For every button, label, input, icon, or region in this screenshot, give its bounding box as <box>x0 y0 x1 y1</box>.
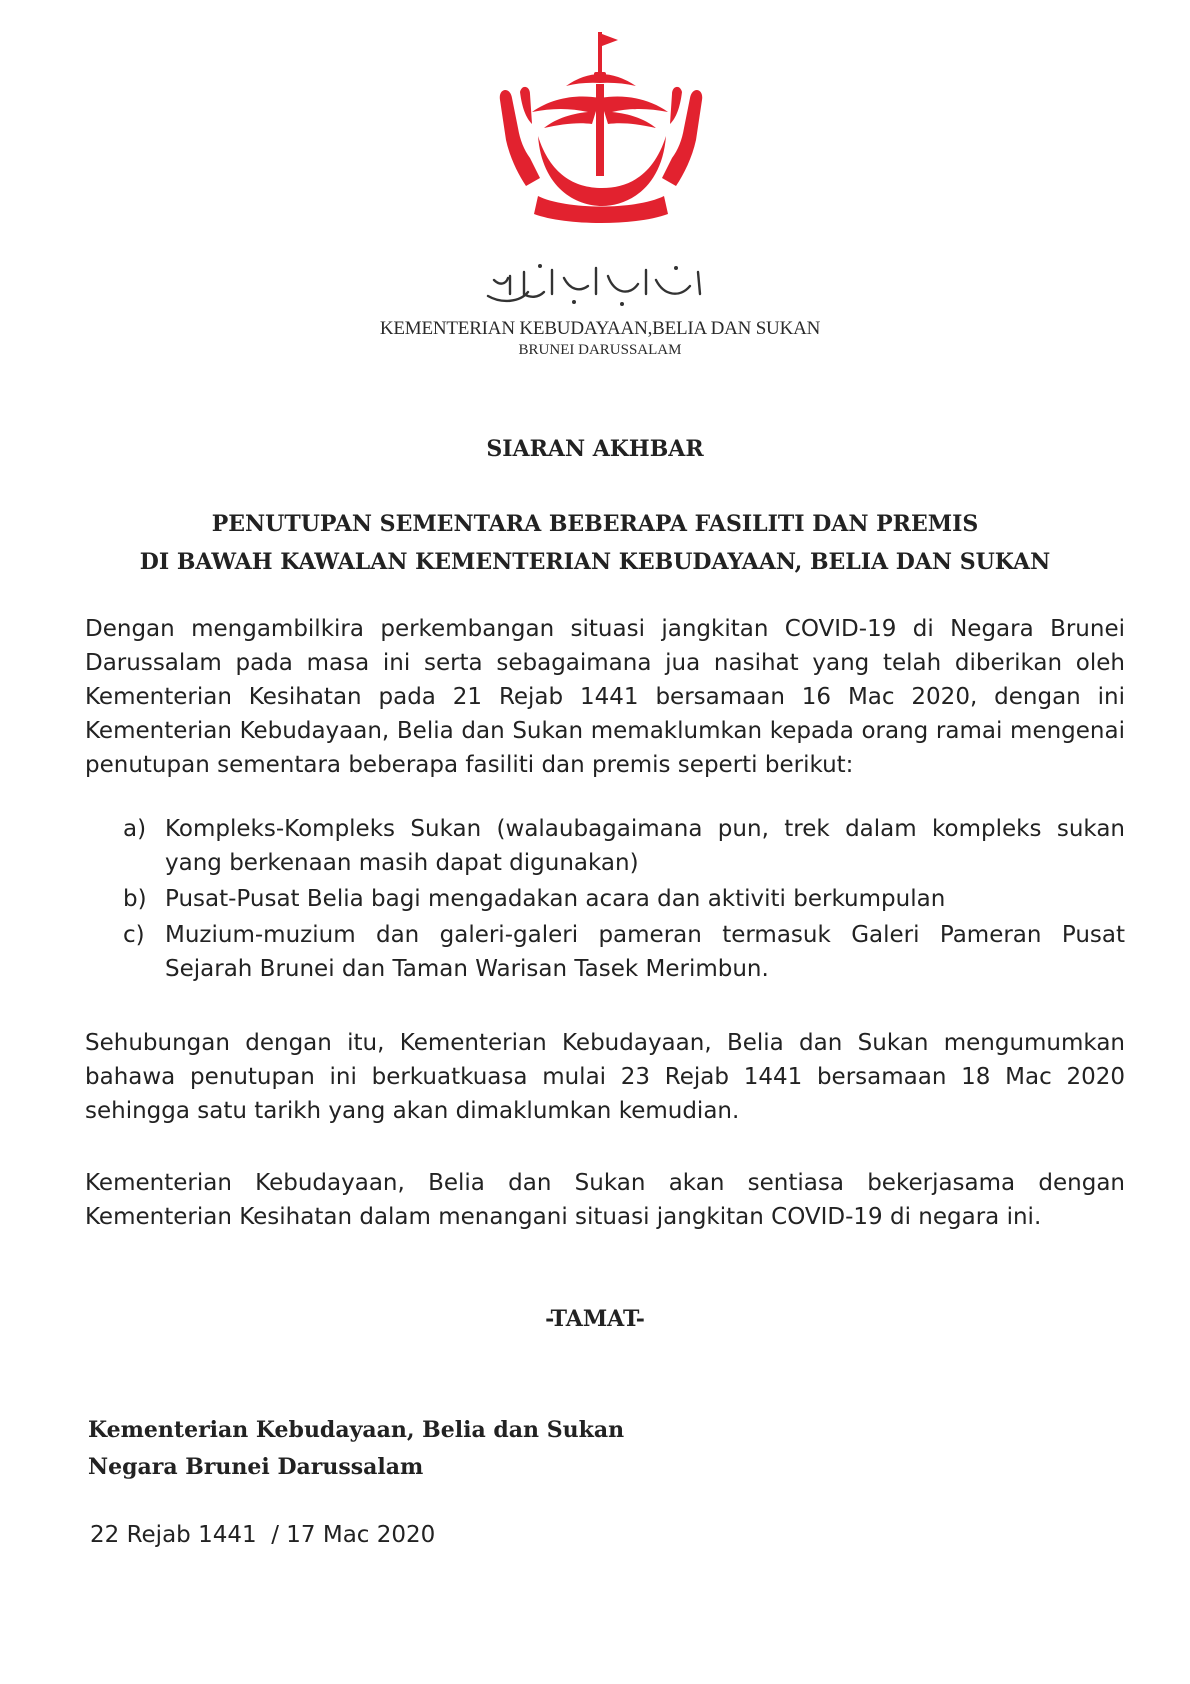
body-paragraph: Dengan mengambilkira perkembangan situasi jangkitan COVID-19 di Negara Brunei Darussalam pada masa ini serta sebagaimana jua nasihat yang telah diberikan oleh Kementerian Kesihatan pada 21 Rejab 1441 bersamaan 16 Mac 2020, dengan ini Kementerian Kebudayaan, Belia dan Sukan memaklumkan kepada orang ramai mengenai penutupan sementara beberapa fasiliti dan premis seperti berikut: <box>85 616 1125 778</box>
body-paragraph: Sehubungan dengan itu, Kementerian Kebudayaan, Belia dan Sukan mengumumkan bahawa penutupan ini berkuatkuasa mulai 23 Rejab 1441 bersamaan 18 Mac 2020 sehingga satu tarikh yang akan dimaklumkan kemudian. <box>85 1030 1125 1124</box>
body-paragraph: Kementerian Kebudayaan, Belia dan Sukan akan sentiasa bekerjasama dengan Kementerian Kesihatan dalam menangani situasi jangkitan COVID-19 di negara ini. <box>85 1170 1125 1230</box>
ministry-name-jawi-lettering <box>480 258 720 314</box>
end-marker: -TAMAT- <box>545 1306 645 1332</box>
signature-block <box>88 1412 624 1486</box>
list-marker: a) <box>123 816 147 842</box>
brunei-crest-emblem-icon <box>496 28 706 226</box>
document-title-line: PENUTUPAN SEMENTARA BEBERAPA FASILITI DAN PREMIS <box>211 511 979 537</box>
document-type-heading: SIARAN AKHBAR <box>486 436 704 462</box>
document-title <box>0 505 1190 581</box>
list-item-text: Muzium-muzium dan galeri-galeri pameran termasuk Galeri Pameran Pusat Sejarah Brunei dan Taman Warisan Tasek Merimbun. <box>165 922 1125 982</box>
document-date: 22 Rejab 1441 / 17 Mac 2020 <box>90 1522 436 1548</box>
list-item <box>85 918 1125 986</box>
list-marker: c) <box>123 922 145 948</box>
document-title-line: DI BAWAH KAWALAN KEMENTERIAN KEBUDAYAAN, BELIA DAN SUKAN <box>139 549 1051 575</box>
list-item <box>85 882 1125 916</box>
ministry-country: BRUNEI DARUSSALAM <box>518 342 682 358</box>
closure-list <box>85 812 1125 988</box>
signature-line: Kementerian Kebudayaan, Belia dan Sukan <box>88 1417 625 1443</box>
list-item <box>85 812 1125 880</box>
list-marker: b) <box>123 886 147 912</box>
list-item-text: Pusat-Pusat Belia bagi mengadakan acara dan aktiviti berkumpulan <box>165 886 946 912</box>
ministry-name: KEMENTERIAN KEBUDAYAAN,BELIA DAN SUKAN <box>379 318 821 339</box>
list-item-text: Kompleks-Kompleks Sukan (walaubagaimana pun, trek dalam kompleks sukan yang berkenaan masih dapat digunakan) <box>165 816 1125 876</box>
signature-line: Negara Brunei Darussalam <box>88 1454 424 1480</box>
